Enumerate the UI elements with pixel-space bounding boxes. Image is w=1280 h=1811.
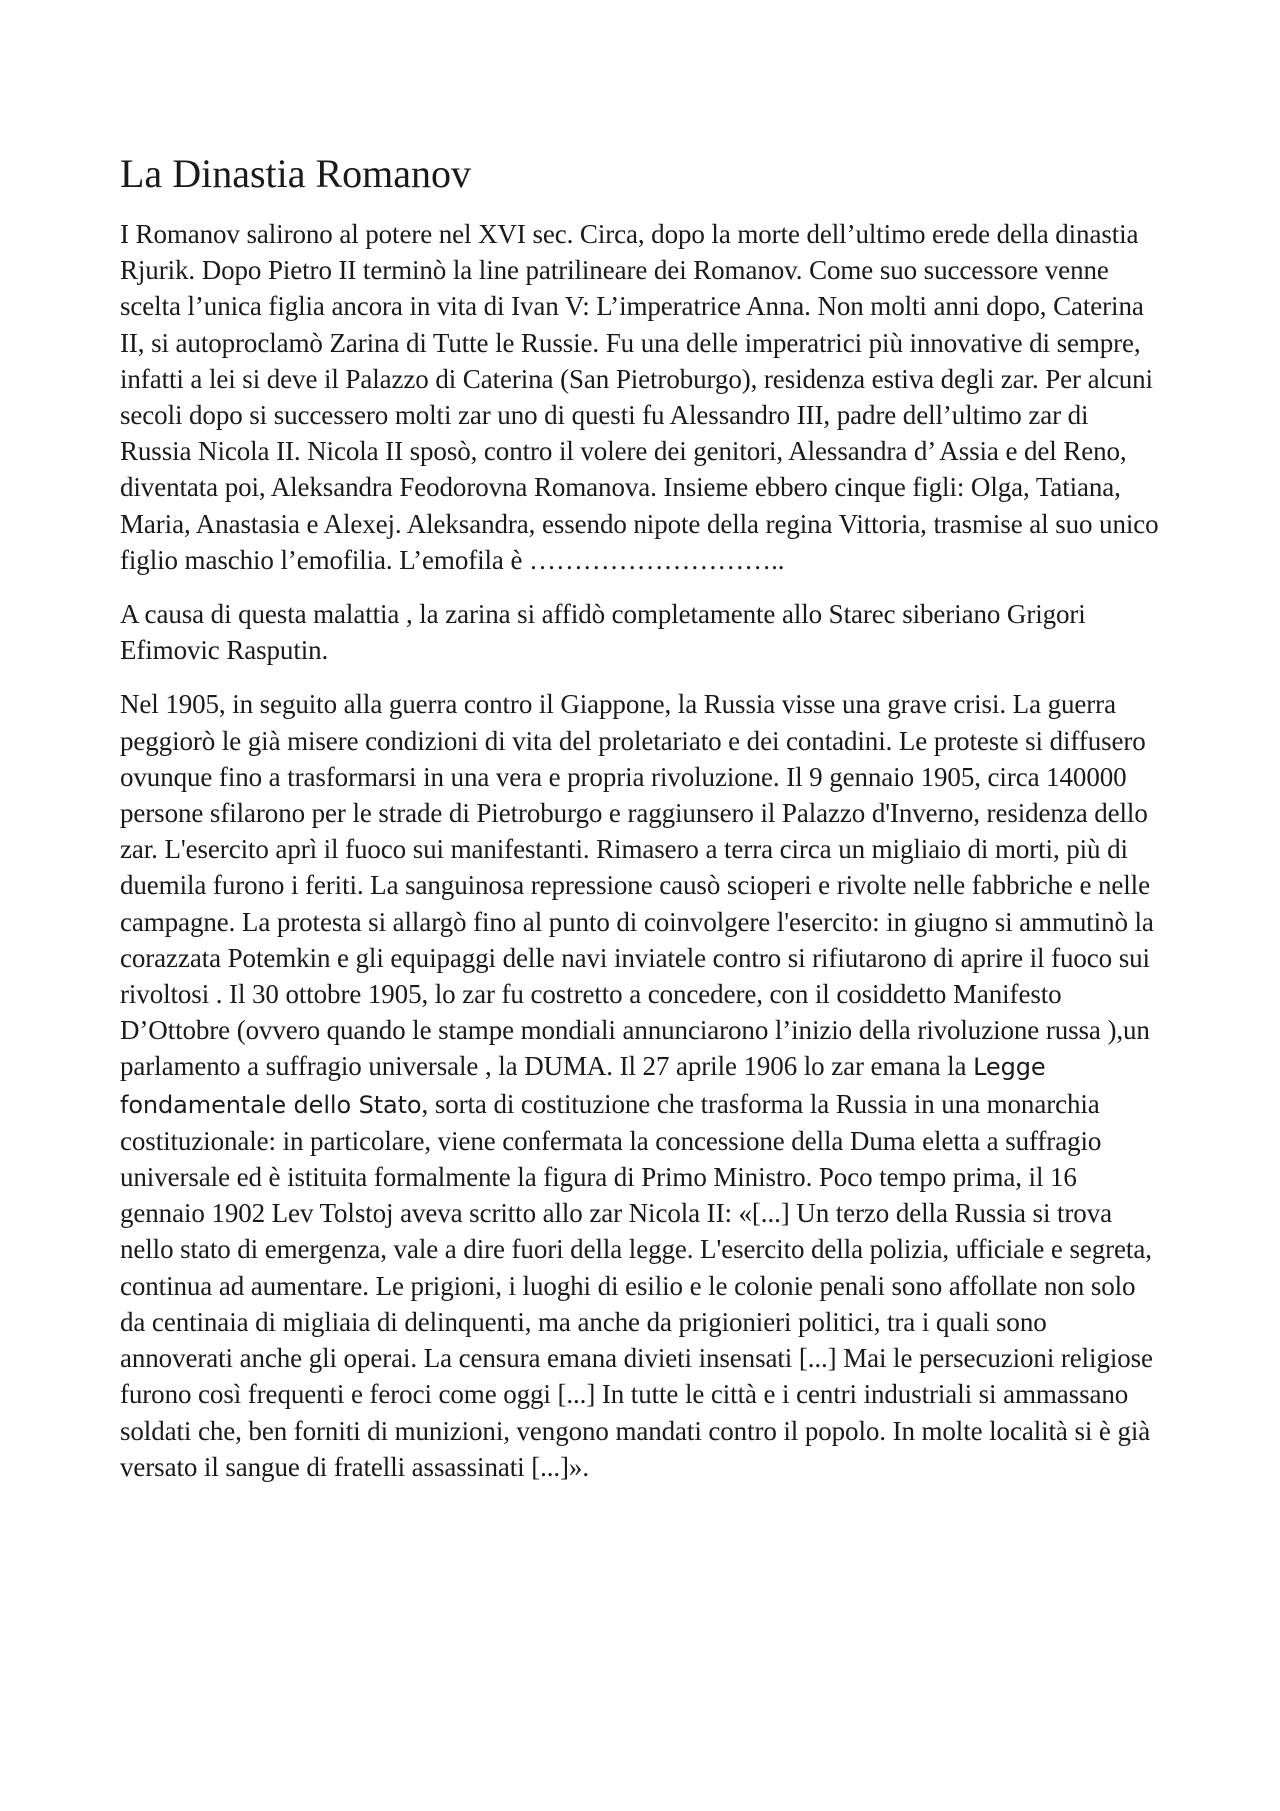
paragraph-text-part1: Nel 1905, in seguito alla guerra contro il Giappone, la Russia visse una grave crisi. La guerra peggiorò le già misere condizioni di vita del proletariato e dei contadini. Le proteste si diffusero ovunque fino a trasformarsi in una vera e propria rivoluzione. Il 9 gennaio 1905, circa 140000 persone sfilarono per le strade di Pietroburgo e raggiunsero il Palazzo d'Inverno, residenza dello zar. L'esercito aprì il fuoco sui manifestanti. Rimasero a terra circa un migliaio di morti, più di duemila furono i feriti. La sanguinosa repressione causò scioperi e rivolte nelle fabbriche e nelle campagne. La protesta si allargò fino al punto di coinvolgere l'esercito: in giugno si ammutinò la corazzata Potemkin e gli equipaggi delle navi inviatele contro si rifiutarono di aprire il fuoco sui rivoltosi . Il 30 ottobre 1905, lo zar fu costretto a concedere, con il cosiddetto Manifesto D’Ottobre (ovvero quando le stampe mondiali annunciarono l’inizio della rivoluzione russa ),un parlamento a suffragio universale , la DUMA. Il 27 aprile 1906 lo zar emana la <box>120 689 1154 1082</box>
paragraph-text-part2: , sorta di costituzione che trasforma la Russia in una monarchia costituzionale: in particolare, viene confermata la concessione della Duma eletta a suffragio universale ed è istituita formalmente la figura di Primo Ministro. Poco tempo prima, il 16 gennaio 1902 Lev Tolstoj aveva scritto allo zar Nicola II: «[...] Un terzo della Russia si trova nello stato di emergenza, vale a dire fuori della legge. L'esercito della polizia, ufficiale e segreta, continua ad aumentare. Le prigioni, i luoghi di esilio e le colonie penali sono affollate non solo da centinaia di migliaia di delinquenti, ma anche da prigionieri politici, tra i quali sono annoverati anche gli operai. La censura emana divieti insensati [...] Mai le persecuzioni religiose furono così frequenti e feroci come oggi [...] In tutte le città e i centri industriali si ammassano soldati che, ben forniti di munizioni, vengono mandati contro il popolo. In molte località si è già versato il sangue di fratelli assassinati [...]». <box>120 1088 1153 1482</box>
law-title-text: Legge fondamentale dello Stato <box>120 1053 1046 1119</box>
paragraph-romanov-history: I Romanov salirono al potere nel XVI sec. Circa, dopo la morte dell’ultimo erede della dinastia Rjurik. Dopo Pietro II terminò la line patrilineare dei Romanov. Come suo successore venne scelta l’unica figlia ancora in vita di Ivan V: L’imperatrice Anna. Non molti anni dopo, Caterina II, si autoproclamò Zarina di Tutte le Russie. Fu una delle imperatrici più innovative di sempre, infatti a lei si deve il Palazzo di Caterina (San Pietroburgo), residenza estiva degli zar. Per alcuni secoli dopo si successero molti zar uno di questi fu Alessandro III, padre dell’ultimo zar di Russia Nicola II. Nicola II sposò, contro il volere dei genitori, Alessandra d’ Assia e del Reno, diventata poi, Aleksandra Feodorovna Romanova. Insieme ebbero cinque figli: Olga, Tatiana, Maria, Anastasia e Alexej. Aleksandra, essendo nipote della regina Vittoria, trasmise al suo unico figlio maschio l’emofilia. L’emofila è ……………………….. <box>120 219 1159 575</box>
document-page <box>120 150 1160 1503</box>
page-title: La Dinastia Romanov <box>120 151 472 196</box>
paragraph-revolution-1905 <box>120 686 1160 1484</box>
paragraph-rasputin: A causa di questa malattia , la zarina si affidò completamente allo Starec siberiano Grigori Efimovic Rasputin. <box>120 599 1086 666</box>
